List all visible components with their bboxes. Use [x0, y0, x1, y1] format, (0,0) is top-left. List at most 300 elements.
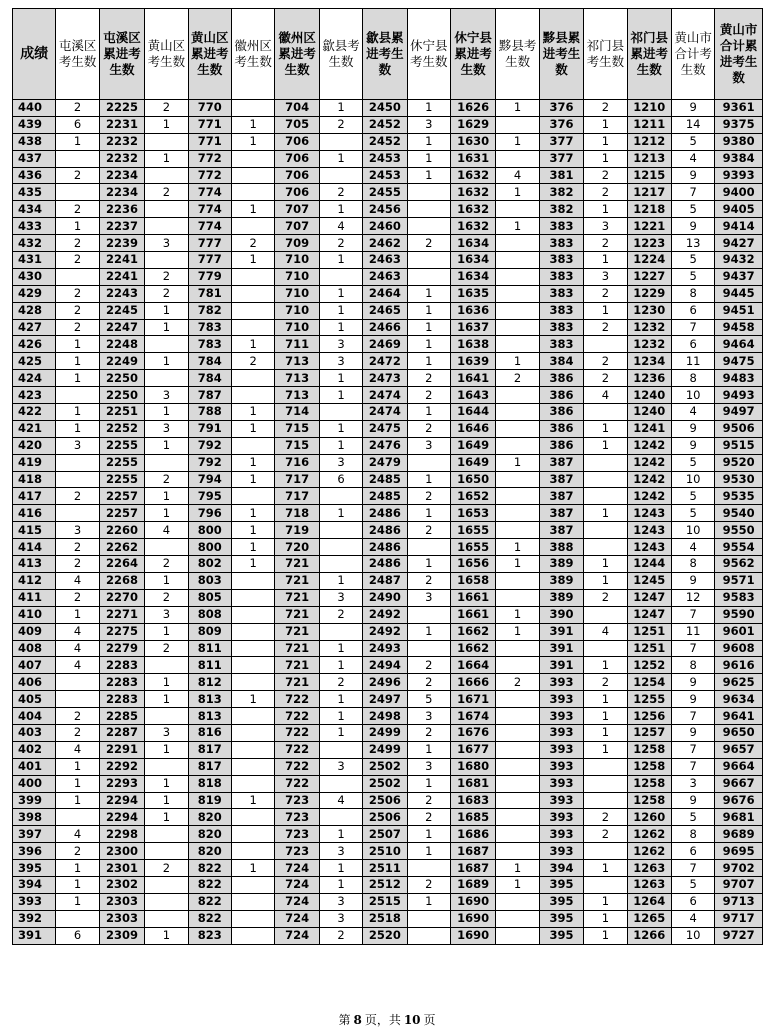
table-cell: 716 — [275, 454, 319, 471]
table-cell — [584, 843, 627, 860]
score-cell: 437 — [13, 150, 56, 167]
table-cell — [231, 606, 274, 623]
table-cell: 1245 — [627, 572, 671, 589]
table-cell: 1 — [584, 133, 627, 150]
table-cell: 1632 — [450, 167, 495, 184]
table-cell: 3 — [407, 437, 450, 454]
table-cell — [496, 285, 539, 302]
table-cell: 720 — [275, 539, 319, 556]
table-cell: 1 — [407, 893, 450, 910]
table-cell: 9676 — [715, 792, 763, 809]
score-cell: 426 — [13, 336, 56, 353]
table-cell: 2275 — [99, 623, 144, 640]
table-cell: 2243 — [99, 285, 144, 302]
table-cell: 2520 — [363, 927, 407, 944]
table-cell — [407, 606, 450, 623]
table-cell: 3 — [145, 724, 188, 741]
footer-middle: 页，共 — [364, 1013, 401, 1027]
table-cell: 1 — [319, 876, 362, 893]
table-cell: 9 — [671, 167, 714, 184]
table-cell: 9384 — [715, 150, 763, 167]
table-row — [13, 572, 763, 589]
table-row — [13, 809, 763, 826]
table-cell: 1 — [584, 708, 627, 725]
table-cell: 1 — [145, 792, 188, 809]
table-cell: 394 — [539, 860, 583, 877]
table-cell: 391 — [539, 623, 583, 640]
table-cell: 1632 — [450, 218, 495, 235]
table-cell: 6 — [56, 927, 99, 944]
table-cell: 1 — [145, 505, 188, 522]
table-cell — [496, 893, 539, 910]
table-cell: 6 — [56, 116, 99, 133]
table-row — [13, 184, 763, 201]
table-cell: 2283 — [99, 691, 144, 708]
table-cell — [231, 893, 274, 910]
score-cell: 394 — [13, 876, 56, 893]
table-cell: 1 — [584, 860, 627, 877]
table-cell — [231, 758, 274, 775]
table-cell — [496, 150, 539, 167]
table-cell: 1 — [496, 353, 539, 370]
table-cell — [231, 302, 274, 319]
table-cell: 3 — [319, 353, 362, 370]
table-cell: 710 — [275, 268, 319, 285]
table-cell — [145, 758, 188, 775]
table-cell: 1 — [496, 539, 539, 556]
column-header-11: 黟县考生数 — [496, 9, 539, 100]
table-cell: 382 — [539, 184, 583, 201]
table-cell — [231, 100, 274, 117]
table-cell: 1635 — [450, 285, 495, 302]
table-row — [13, 319, 763, 336]
score-cell: 409 — [13, 623, 56, 640]
table-cell: 9571 — [715, 572, 763, 589]
table-cell — [231, 572, 274, 589]
table-cell: 3 — [56, 522, 99, 539]
table-cell: 2515 — [363, 893, 407, 910]
table-cell: 723 — [275, 843, 319, 860]
table-cell: 1213 — [627, 150, 671, 167]
score-cell: 399 — [13, 792, 56, 809]
table-cell: 1656 — [450, 556, 495, 573]
table-cell: 4 — [584, 387, 627, 404]
table-cell: 706 — [275, 184, 319, 201]
table-cell: 813 — [188, 708, 231, 725]
score-cell: 396 — [13, 843, 56, 860]
table-cell: 1264 — [627, 893, 671, 910]
table-row — [13, 876, 763, 893]
table-cell: 721 — [275, 589, 319, 606]
table-cell: 9405 — [715, 201, 763, 218]
table-cell: 2298 — [99, 826, 144, 843]
table-cell: 1 — [319, 505, 362, 522]
table-cell — [231, 674, 274, 691]
table-cell: 2473 — [363, 370, 407, 387]
table-cell: 387 — [539, 488, 583, 505]
table-cell: 1 — [145, 572, 188, 589]
table-cell — [56, 505, 99, 522]
table-cell: 784 — [188, 353, 231, 370]
table-cell: 4 — [671, 150, 714, 167]
table-cell: 1230 — [627, 302, 671, 319]
table-cell: 9641 — [715, 708, 763, 725]
score-cell: 413 — [13, 556, 56, 573]
table-cell: 715 — [275, 437, 319, 454]
table-cell: 2 — [407, 876, 450, 893]
table-cell: 721 — [275, 657, 319, 674]
table-cell — [145, 826, 188, 843]
table-cell — [496, 910, 539, 927]
table-cell: 1 — [231, 133, 274, 150]
table-cell: 1 — [496, 623, 539, 640]
table-cell: 1 — [231, 420, 274, 437]
table-cell: 1646 — [450, 420, 495, 437]
table-cell: 710 — [275, 285, 319, 302]
table-row — [13, 252, 763, 269]
table-cell: 2496 — [363, 674, 407, 691]
table-cell: 2234 — [99, 167, 144, 184]
table-cell: 1 — [56, 218, 99, 235]
table-cell: 3 — [319, 758, 362, 775]
table-cell: 1 — [407, 133, 450, 150]
table-cell: 8 — [671, 826, 714, 843]
table-cell: 715 — [275, 420, 319, 437]
table-cell: 376 — [539, 116, 583, 133]
table-cell: 2512 — [363, 876, 407, 893]
table-cell: 706 — [275, 167, 319, 184]
table-cell: 395 — [539, 910, 583, 927]
table-cell: 784 — [188, 370, 231, 387]
table-cell: 9727 — [715, 927, 763, 944]
score-cell: 439 — [13, 116, 56, 133]
table-cell: 9608 — [715, 640, 763, 657]
table-cell: 2 — [319, 927, 362, 944]
table-cell — [584, 336, 627, 353]
table-row — [13, 201, 763, 218]
table-cell: 783 — [188, 319, 231, 336]
table-cell — [145, 843, 188, 860]
table-cell: 3 — [145, 235, 188, 252]
score-cell: 428 — [13, 302, 56, 319]
table-cell: 822 — [188, 876, 231, 893]
table-cell: 714 — [275, 404, 319, 421]
table-cell: 4 — [56, 640, 99, 657]
table-cell — [319, 133, 362, 150]
table-cell: 2485 — [363, 488, 407, 505]
table-cell — [584, 522, 627, 539]
table-cell: 383 — [539, 252, 583, 269]
table-cell — [584, 640, 627, 657]
table-cell: 1 — [407, 826, 450, 843]
table-cell: 2494 — [363, 657, 407, 674]
table-cell: 1680 — [450, 758, 495, 775]
table-cell: 1 — [231, 201, 274, 218]
table-cell: 6 — [671, 336, 714, 353]
table-cell: 7 — [671, 741, 714, 758]
table-cell: 2257 — [99, 505, 144, 522]
table-row — [13, 522, 763, 539]
table-cell: 1 — [145, 437, 188, 454]
table-row — [13, 589, 763, 606]
table-cell: 707 — [275, 218, 319, 235]
table-cell: 1626 — [450, 100, 495, 117]
table-cell: 2502 — [363, 758, 407, 775]
table-cell: 722 — [275, 691, 319, 708]
table-cell: 381 — [539, 167, 583, 184]
table-cell: 2 — [56, 708, 99, 725]
table-cell — [231, 184, 274, 201]
table-cell: 811 — [188, 640, 231, 657]
table-cell: 1 — [56, 792, 99, 809]
table-cell: 1662 — [450, 623, 495, 640]
table-cell: 2236 — [99, 201, 144, 218]
table-cell: 1 — [584, 302, 627, 319]
column-header-15: 黄山市合计考生数 — [671, 9, 714, 100]
total-page-number: 10 — [403, 1013, 421, 1027]
table-cell: 9634 — [715, 691, 763, 708]
table-cell: 777 — [188, 235, 231, 252]
table-cell: 788 — [188, 404, 231, 421]
table-cell — [496, 691, 539, 708]
table-cell: 2 — [56, 319, 99, 336]
table-row — [13, 454, 763, 471]
table-cell: 1 — [584, 116, 627, 133]
table-cell: 395 — [539, 927, 583, 944]
table-cell: 1 — [145, 809, 188, 826]
table-cell: 794 — [188, 471, 231, 488]
table-cell: 3 — [407, 116, 450, 133]
table-cell: 1 — [56, 775, 99, 792]
table-cell: 393 — [539, 809, 583, 826]
table-cell: 1690 — [450, 893, 495, 910]
table-cell: 713 — [275, 353, 319, 370]
table-cell — [496, 792, 539, 809]
table-cell: 387 — [539, 522, 583, 539]
table-cell — [496, 387, 539, 404]
table-cell: 2474 — [363, 387, 407, 404]
table-cell: 5 — [671, 268, 714, 285]
table-cell: 2466 — [363, 319, 407, 336]
table-cell: 2463 — [363, 252, 407, 269]
score-cell: 434 — [13, 201, 56, 218]
table-cell: 1 — [496, 218, 539, 235]
table-row — [13, 657, 763, 674]
table-cell — [145, 539, 188, 556]
table-cell: 384 — [539, 353, 583, 370]
score-cell: 400 — [13, 775, 56, 792]
table-row — [13, 116, 763, 133]
score-cell: 406 — [13, 674, 56, 691]
table-cell: 2268 — [99, 572, 144, 589]
table-cell: 9 — [671, 100, 714, 117]
table-cell: 2506 — [363, 792, 407, 809]
table-cell: 2450 — [363, 100, 407, 117]
table-cell — [319, 741, 362, 758]
table-cell: 1 — [231, 539, 274, 556]
table-cell: 724 — [275, 910, 319, 927]
table-cell: 1676 — [450, 724, 495, 741]
table-cell — [496, 826, 539, 843]
table-cell — [319, 809, 362, 826]
table-cell: 795 — [188, 488, 231, 505]
table-cell: 1 — [145, 488, 188, 505]
table-cell: 1 — [496, 556, 539, 573]
table-cell: 822 — [188, 893, 231, 910]
table-cell: 723 — [275, 792, 319, 809]
table-cell: 10 — [671, 522, 714, 539]
table-cell: 2 — [56, 285, 99, 302]
table-cell: 2231 — [99, 116, 144, 133]
column-header-12: 黟县累进考生数 — [539, 9, 583, 100]
table-cell: 2472 — [363, 353, 407, 370]
table-cell: 9493 — [715, 387, 763, 404]
table-cell: 4 — [319, 792, 362, 809]
table-cell: 1 — [407, 775, 450, 792]
table-cell — [496, 201, 539, 218]
table-cell: 2283 — [99, 657, 144, 674]
table-cell: 2287 — [99, 724, 144, 741]
table-cell: 1 — [407, 336, 450, 353]
table-cell: 1 — [231, 556, 274, 573]
table-cell: 8 — [671, 657, 714, 674]
table-cell: 9562 — [715, 556, 763, 573]
table-cell — [231, 268, 274, 285]
column-header-0: 成绩 — [13, 9, 56, 100]
table-cell: 2511 — [363, 860, 407, 877]
table-cell: 771 — [188, 116, 231, 133]
table-row — [13, 623, 763, 640]
table-cell: 717 — [275, 488, 319, 505]
table-cell: 1 — [145, 691, 188, 708]
table-cell: 2 — [56, 539, 99, 556]
table-cell: 9506 — [715, 420, 763, 437]
table-cell: 393 — [539, 741, 583, 758]
table-cell: 719 — [275, 522, 319, 539]
table-cell: 9657 — [715, 741, 763, 758]
table-cell: 7 — [671, 184, 714, 201]
table-cell: 724 — [275, 860, 319, 877]
table-cell: 1 — [145, 623, 188, 640]
table-cell: 1 — [231, 792, 274, 809]
table-cell: 395 — [539, 876, 583, 893]
table-cell: 1644 — [450, 404, 495, 421]
table-cell: 722 — [275, 741, 319, 758]
table-cell: 9590 — [715, 606, 763, 623]
table-cell: 2 — [319, 184, 362, 201]
table-row — [13, 843, 763, 860]
table-cell: 1 — [584, 252, 627, 269]
score-cell: 393 — [13, 893, 56, 910]
table-cell: 383 — [539, 319, 583, 336]
table-cell: 2 — [56, 302, 99, 319]
table-row — [13, 150, 763, 167]
table-cell: 1687 — [450, 860, 495, 877]
table-cell: 2279 — [99, 640, 144, 657]
table-cell: 2 — [584, 167, 627, 184]
table-cell: 2486 — [363, 539, 407, 556]
table-cell: 1649 — [450, 454, 495, 471]
table-cell: 9601 — [715, 623, 763, 640]
table-cell: 1 — [319, 657, 362, 674]
table-cell: 820 — [188, 809, 231, 826]
table-cell: 1243 — [627, 505, 671, 522]
score-cell: 415 — [13, 522, 56, 539]
table-cell — [584, 792, 627, 809]
table-cell: 2255 — [99, 437, 144, 454]
table-row — [13, 420, 763, 437]
table-cell: 791 — [188, 420, 231, 437]
table-cell — [231, 167, 274, 184]
table-cell: 2270 — [99, 589, 144, 606]
table-cell: 713 — [275, 387, 319, 404]
table-cell: 1262 — [627, 843, 671, 860]
table-cell: 2 — [407, 724, 450, 741]
table-cell: 723 — [275, 809, 319, 826]
column-header-1: 屯溪区考生数 — [56, 9, 99, 100]
table-cell: 9583 — [715, 589, 763, 606]
table-cell: 382 — [539, 201, 583, 218]
table-cell: 1 — [319, 302, 362, 319]
table-cell: 1 — [319, 708, 362, 725]
table-cell: 792 — [188, 437, 231, 454]
table-cell — [231, 488, 274, 505]
table-row — [13, 775, 763, 792]
score-cell: 401 — [13, 758, 56, 775]
table-cell: 2 — [407, 572, 450, 589]
column-header-10: 休宁县累进考生数 — [450, 9, 495, 100]
table-cell: 1 — [56, 606, 99, 623]
table-cell: 9515 — [715, 437, 763, 454]
table-cell: 2303 — [99, 893, 144, 910]
table-cell — [496, 522, 539, 539]
table-cell: 9717 — [715, 910, 763, 927]
table-cell: 1631 — [450, 150, 495, 167]
table-cell: 7 — [671, 758, 714, 775]
table-cell — [407, 539, 450, 556]
table-cell: 1 — [407, 471, 450, 488]
table-cell: 387 — [539, 505, 583, 522]
table-cell: 3 — [319, 843, 362, 860]
table-cell: 1 — [407, 741, 450, 758]
table-cell: 2252 — [99, 420, 144, 437]
table-cell: 9535 — [715, 488, 763, 505]
table-cell — [145, 218, 188, 235]
table-cell: 4 — [671, 539, 714, 556]
table-cell: 1263 — [627, 876, 671, 893]
table-cell: 1 — [145, 302, 188, 319]
table-cell: 2262 — [99, 539, 144, 556]
table-cell: 1 — [319, 100, 362, 117]
table-cell: 1217 — [627, 184, 671, 201]
table-cell: 1 — [231, 860, 274, 877]
score-cell: 425 — [13, 353, 56, 370]
table-row — [13, 860, 763, 877]
table-cell: 1 — [231, 454, 274, 471]
table-cell — [319, 167, 362, 184]
table-cell: 9625 — [715, 674, 763, 691]
table-cell: 724 — [275, 876, 319, 893]
score-cell: 391 — [13, 927, 56, 944]
table-cell: 1258 — [627, 775, 671, 792]
table-cell — [496, 708, 539, 725]
table-cell: 1643 — [450, 387, 495, 404]
table-cell — [231, 437, 274, 454]
table-cell: 2237 — [99, 218, 144, 235]
score-cell: 407 — [13, 657, 56, 674]
table-cell: 1 — [145, 150, 188, 167]
table-cell: 811 — [188, 657, 231, 674]
